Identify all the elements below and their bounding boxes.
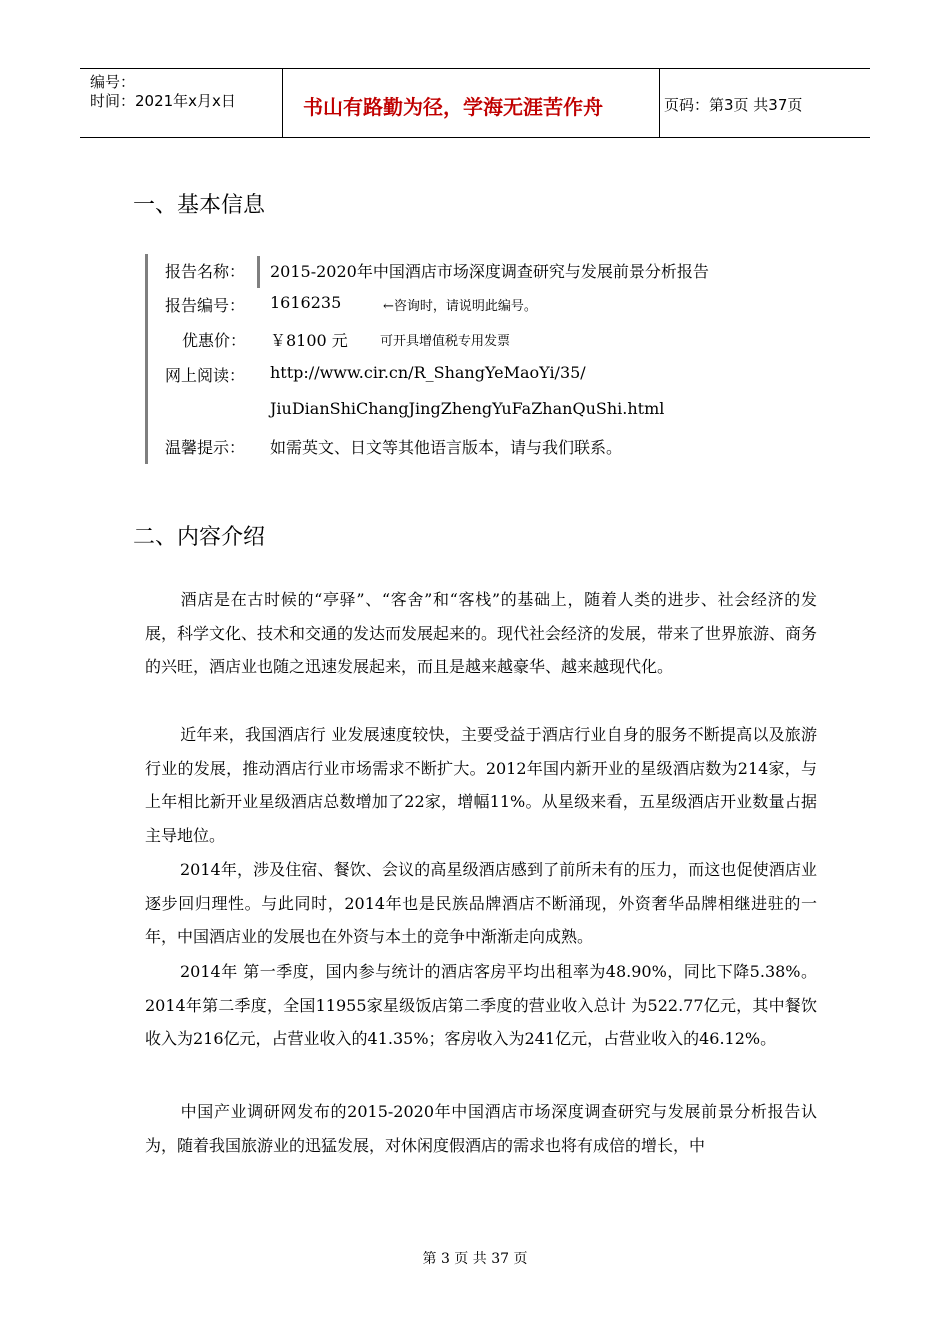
page-header — [80, 68, 870, 138]
info-left-bar — [145, 254, 148, 464]
info-value-report-name: 2015-2020年中国酒店市场深度调查研究与发展前景分析报告 — [270, 262, 709, 281]
info-label-online: 网上阅读： — [165, 366, 246, 385]
intro-paragraph-2 — [145, 718, 817, 852]
info-label-price: 优惠价： — [182, 331, 247, 350]
header-number-label: 编号： — [90, 73, 136, 91]
info-label-report-number: 报告编号： — [165, 296, 246, 315]
intro-paragraph-5 — [145, 1095, 817, 1162]
header-right-cell — [660, 69, 870, 137]
header-page-info: 页码：第3页 共37页 — [664, 96, 803, 114]
header-time-label: 时间：2021年x月x日 — [90, 92, 236, 110]
page-footer: 第 3 页 共 37 页 — [422, 1251, 528, 1267]
paragraph-text: 近年来，我国酒店行 业发展速度较快，主要受益于酒店行业自身的服务不断提高以及旅游行业的发展，推动酒店行业市场需求不断扩大。2012年国内新开业的星级酒店数为214家，与上年相比新开业星级酒店总数增加了22家，增幅11%。从星级来看，五星级酒店开业数量占据主导地位。 — [145, 725, 817, 845]
header-left-cell — [80, 69, 283, 137]
intro-paragraph-1 — [145, 583, 817, 684]
info-value-report-number: 1616235 — [270, 293, 342, 312]
info-note-price: 可开具增值税专用发票 — [380, 334, 511, 349]
info-value-online-url-cont[interactable]: JiuDianShiChangJingZhengYuFaZhanQuShi.html — [270, 399, 665, 418]
paragraph-text: 2014年，涉及住宿、餐饮、会议的高星级酒店感到了前所未有的压力，而这也促使酒店业逐步回归理性。与此同时，2014年也是民族品牌酒店不断涌现，外资奢华品牌相继进驻的一年，中国酒店业的发展也在外资与本土的竞争中渐渐走向成熟。 — [145, 860, 817, 946]
paragraph-text: 酒店是在古时候的“亭驿”、“客舍”和“客栈”的基础上，随着人类的进步、社会经济的发展，科学文化、技术和交通的发达而发展起来的。现代社会经济的发展，带来了世界旅游、商务的兴旺，酒店业也随之迅速发展起来，而且是越来越豪华、越来越现代化。 — [145, 590, 818, 676]
info-title-bar — [257, 256, 260, 288]
intro-paragraph-4 — [145, 955, 817, 1056]
header-middle-cell — [283, 69, 660, 137]
info-label-report-name: 报告名称： — [165, 262, 246, 281]
section-heading-basic-info: 一、基本信息 — [133, 193, 266, 218]
info-value-tip: 如需英文、日文等其他语言版本，请与我们联系。 — [270, 438, 623, 457]
section-heading-content-intro: 二、内容介绍 — [133, 525, 266, 550]
header-motto: 书山有路勤为径，学海无涯苦作舟 — [303, 95, 603, 119]
info-value-price: ￥8100 元 — [270, 331, 348, 350]
info-label-tip: 温馨提示： — [165, 438, 246, 457]
intro-paragraph-3 — [145, 853, 817, 954]
info-note-report-number: ←咨询时，请说明此编号。 — [383, 299, 537, 314]
info-value-online-url[interactable]: http://www.cir.cn/R_ShangYeMaoYi/35/ — [270, 363, 586, 382]
basic-info-block — [145, 254, 845, 464]
paragraph-text: 2014年 第一季度，国内参与统计的酒店客房平均出租率为48.90%，同比下降5.38%。2014年第二季度，全国11955家星级饭店第二季度的营业收入总计 为522.77亿元，其中餐饮收入为216亿元，占营业收入的41.35%；客房收入为241亿元，占营业收入的46.12%。 — [145, 962, 817, 1048]
paragraph-text: 中国产业调研网发布的2015-2020年中国酒店市场深度调查研究与发展前景分析报告认为，随着我国旅游业的迅猛发展，对休闲度假酒店的需求也将有成倍的增长，中 — [145, 1102, 817, 1155]
